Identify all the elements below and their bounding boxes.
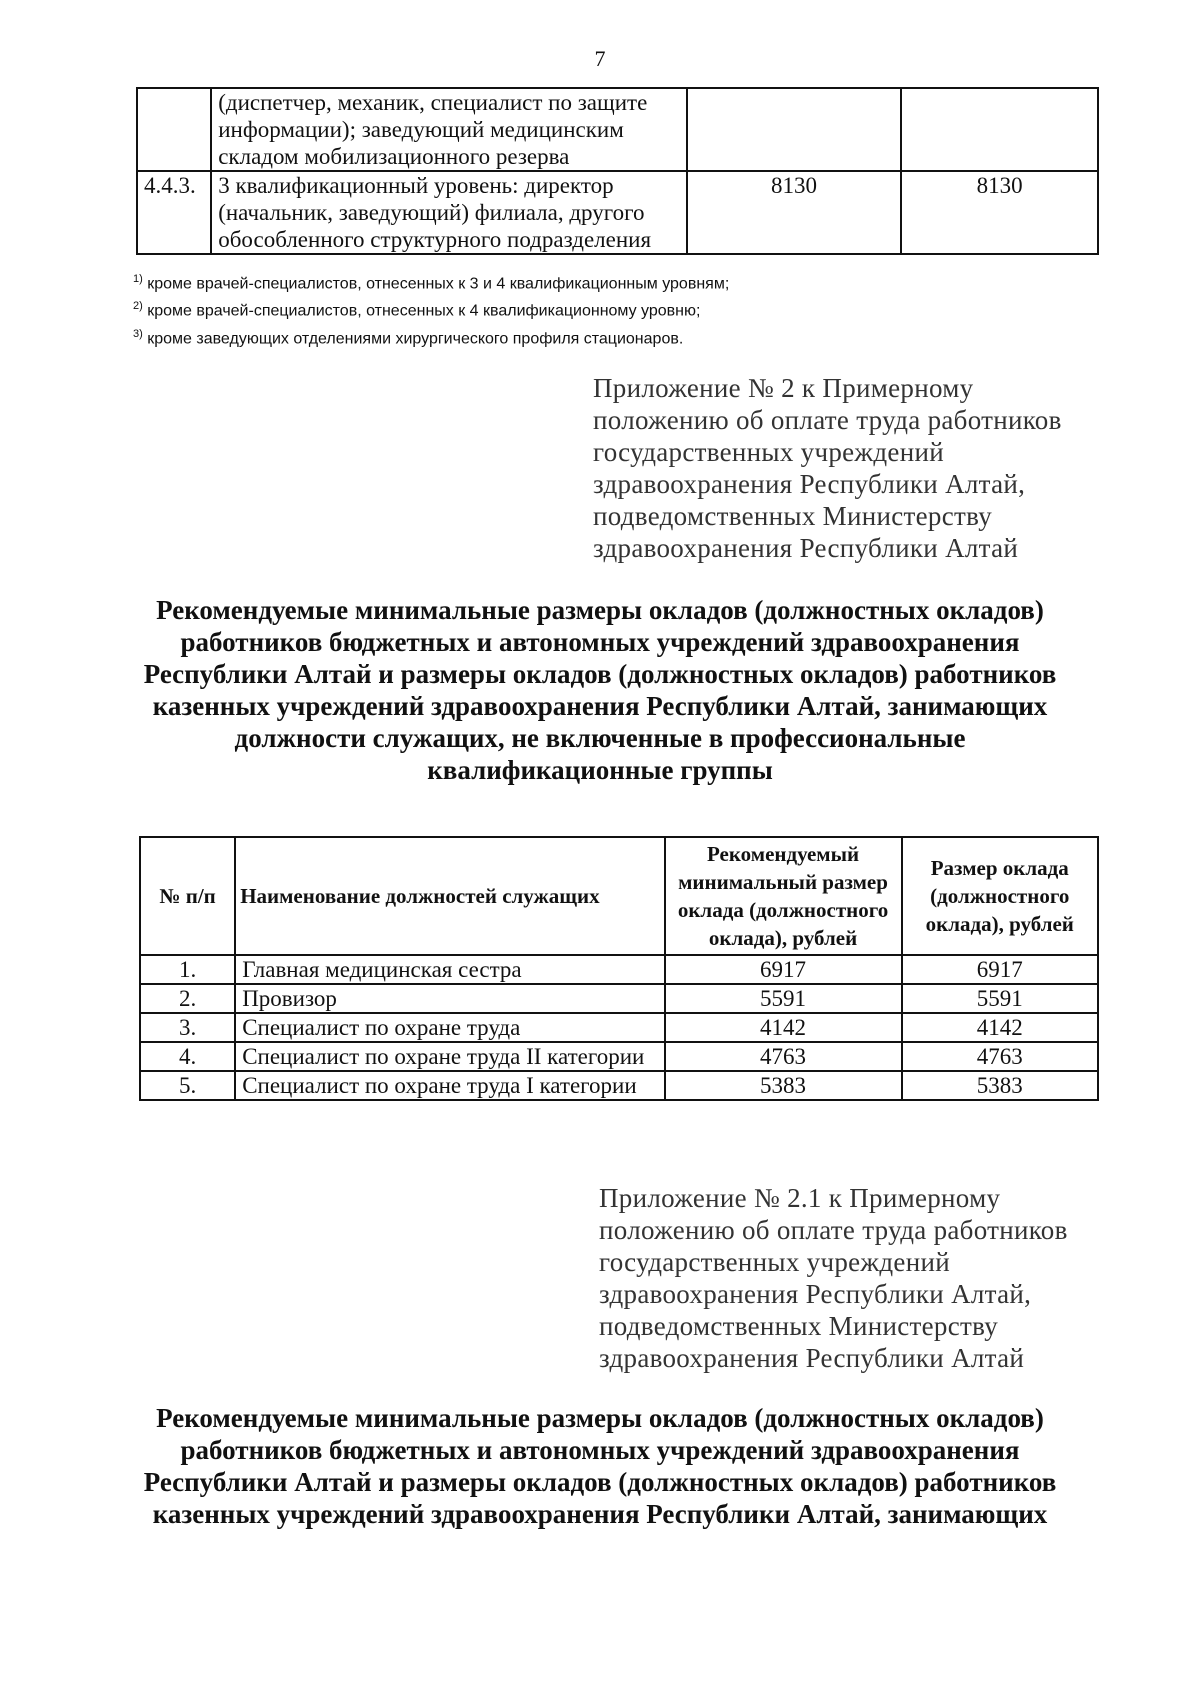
- row-number-cell: 4.4.3.: [137, 171, 211, 254]
- section-title: Рекомендуемые минимальные размеры окладов (должностных окладов) работников бюджетных и автономных учреждений здравоохранения Республики Алтай и размеры окладов (должностных окладов) работников казенных учреждений здравоохранения Республики Алтай, занимающих: [143, 1403, 1057, 1529]
- appendix-2-1-heading: Приложение № 2.1 к Примерному положению об оплате труда работников государственных учреждений здравоохранения Республики Алтай, подведомственных Министерству здравоохранения Республики Алтай: [599, 1183, 1068, 1373]
- page-number: 7: [594, 46, 606, 71]
- salary-cell: 5383: [902, 1071, 1098, 1100]
- min-salary-cell: [687, 88, 902, 171]
- row-number-cell: 4.: [140, 1042, 235, 1071]
- salary-cell: 4142: [902, 1013, 1098, 1042]
- header-position-name: Наименование должностей служащих: [235, 837, 664, 955]
- row-number-cell: 1.: [140, 955, 235, 984]
- position-name-cell: Специалист по охране труда: [235, 1013, 664, 1042]
- footnote: $^{1)}$ кроме врачей-специалистов, отнесенных к 3 и 4 квалификационным уровням;: [133, 273, 730, 293]
- table-row: [140, 984, 1098, 1013]
- salary-cell: 6917: [902, 955, 1098, 984]
- min-salary-cell: 5383: [665, 1071, 902, 1100]
- row-number-cell: 5.: [140, 1071, 235, 1100]
- table-row: [140, 955, 1098, 984]
- position-name-cell: Специалист по охране труда I категории: [235, 1071, 664, 1100]
- position-name-cell: Провизор: [235, 984, 664, 1013]
- position-name-cell: Специалист по охране труда II категории: [235, 1042, 664, 1071]
- footnotes: [133, 268, 729, 350]
- footnote: $^{2)}$ кроме врачей-специалистов, отнесенных к 4 квалификационному уровню;: [133, 300, 701, 320]
- table-row: [140, 1013, 1098, 1042]
- header-salary: Размер оклада (должностного оклада), рублей: [902, 837, 1098, 955]
- header-number: № п/п: [140, 837, 235, 955]
- min-salary-cell: 4142: [665, 1013, 902, 1042]
- min-salary-cell: 4763: [665, 1042, 902, 1071]
- min-salary-cell: 5591: [665, 984, 902, 1013]
- appendix-2-heading: Приложение № 2 к Примерному положению об оплате труда работников государственных учреждений здравоохранения Республики Алтай, подведомственных Министерству здравоохранения Республики Алтай: [593, 373, 1062, 563]
- salary-cell: 4763: [902, 1042, 1098, 1071]
- salary-table: [139, 836, 1099, 1101]
- salary-cell: 5591: [902, 984, 1098, 1013]
- table-row: [137, 88, 1098, 171]
- section-title: Рекомендуемые минимальные размеры окладов (должностных окладов) работников бюджетных и автономных учреждений здравоохранения Республики Алтай и размеры окладов (должностных окладов) работников казенных учреждений здравоохранения Республики Алтай, занимающих должности служащих, не включенные в профессиональные квалификационные группы: [143, 595, 1057, 785]
- footnote: $^{3)}$ кроме заведующих отделениями хирургического профиля стационаров.: [133, 327, 684, 347]
- table-row: [137, 171, 1098, 254]
- position-name-cell: Главная медицинская сестра: [235, 955, 664, 984]
- table-row: [140, 1071, 1098, 1100]
- salary-cell: [901, 88, 1098, 171]
- salary-cell: 8130: [901, 171, 1098, 254]
- table-row: [140, 1042, 1098, 1071]
- row-number-cell: 2.: [140, 984, 235, 1013]
- row-number-cell: 3.: [140, 1013, 235, 1042]
- position-name-cell: 3 квалификационный уровень: директор (начальник, заведующий) филиала, другого обособленного структурного подразделения: [211, 171, 686, 254]
- table-header-row: [140, 837, 1098, 955]
- top-salary-table: [136, 87, 1099, 255]
- row-number-cell: [137, 88, 211, 171]
- min-salary-cell: 6917: [665, 955, 902, 984]
- min-salary-cell: 8130: [687, 171, 902, 254]
- header-min-salary: Рекомендуемый минимальный размер оклада (должностного оклада), рублей: [665, 837, 902, 955]
- position-name-cell: (диспетчер, механик, специалист по защите информации); заведующий медицинским складом мобилизационного резерва: [211, 88, 686, 171]
